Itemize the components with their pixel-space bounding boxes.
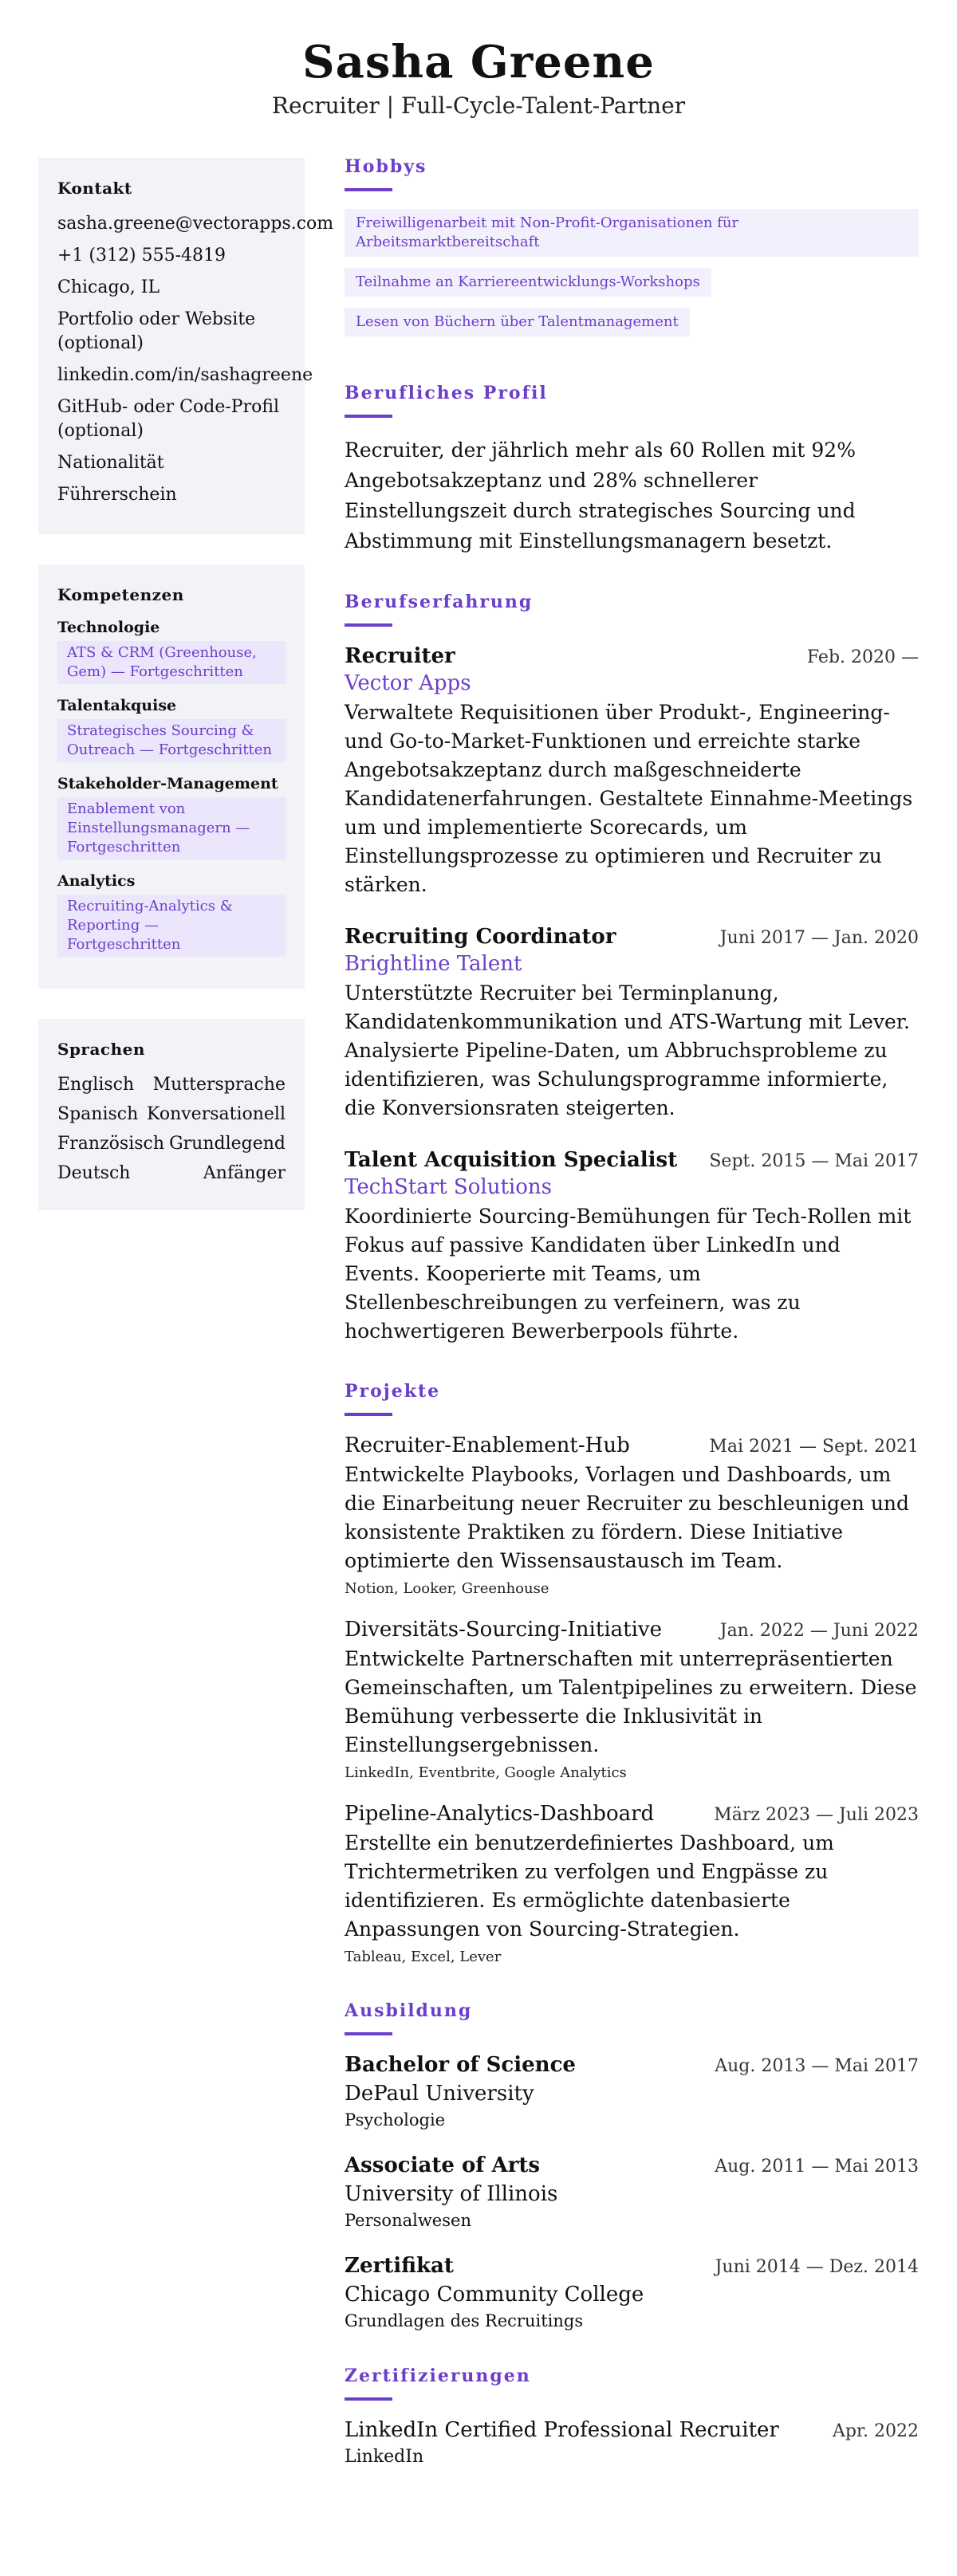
project-name: Recruiter-Enablement-Hub (345, 1434, 630, 1457)
education-degree: Associate of Arts (345, 2153, 541, 2177)
project-tools: Tableau, Excel, Lever (345, 1949, 502, 1965)
section-divider (345, 2397, 392, 2401)
language-level: Grundlegend (169, 1134, 286, 1154)
certification-name: LinkedIn Certified Professional Recruiter (345, 2418, 779, 2442)
skill-tag: ATS & CRM (Greenhouse, Gem) — Fortgeschritten (57, 641, 286, 684)
certification-date: Apr. 2022 (832, 2421, 919, 2441)
project-date: Mai 2021 — Sept. 2021 (709, 1437, 919, 1457)
education-school: University of Illinois (345, 2182, 558, 2206)
skills-card (38, 564, 305, 989)
skill-group (57, 775, 286, 859)
education-date: Juni 2014 — Dez. 2014 (715, 2257, 919, 2277)
education-degree: Zertifikat (345, 2254, 454, 2278)
projects-section (345, 1381, 919, 1965)
project-entry (345, 1434, 919, 1597)
job-description: Verwaltete Requisitionen über Produkt-, Engineering- und Go-to-Market-Funktionen und erreichte starke Angebotsakzeptanz durch maßgeschneiderte Kandidatenerfahrungen. Gestaltete Einnahme-Meetings um und implementierte Scorecards, um Einstellungsprozesse zu optimieren und Recruiter zu stärken. (345, 701, 913, 896)
language-row (57, 1132, 286, 1156)
language-row (57, 1073, 286, 1097)
hobbies-section (345, 156, 919, 348)
skill-group-title: Technologie (57, 619, 160, 636)
language-row (57, 1103, 286, 1127)
project-description: Entwickelte Partnerschaften mit unterrepräsentierten Gemeinschaften, um Talentpipelines zu erweitern. Diese Bemühung verbesserte die Inklusivität in Einstellungsergebnissen. (345, 1647, 917, 1756)
project-name: Diversitäts-Sourcing-Initiative (345, 1618, 662, 1642)
skills-title: Kompetenzen (57, 585, 184, 604)
education-school: Chicago Community College (345, 2283, 644, 2307)
skill-group-title: Analytics (57, 872, 136, 890)
project-entry (345, 1802, 919, 1965)
hobby-tag: Teilnahme an Karriereentwicklungs-Workshops (345, 268, 711, 297)
contact-title: Kontakt (57, 179, 132, 198)
candidate-subtitle: Recruiter | Full-Cycle-Talent-Partner (271, 92, 686, 119)
contact-phone[interactable]: +1 (312) 555-4819 (57, 246, 226, 265)
education-entry (345, 2053, 919, 2130)
job-company: Vector Apps (345, 671, 471, 695)
hobby-tag: Freiwilligenarbeit mit Non-Profit-Organisationen für Arbeitsmarktbereitschaft (345, 209, 919, 257)
language-row (57, 1162, 286, 1186)
education-field: Grundlagen des Recruitings (345, 2311, 584, 2330)
job-title: Recruiting Coordinator (345, 925, 616, 949)
project-description: Entwickelte Playbooks, Vorlagen und Dashboards, um die Einarbeitung neuer Recruiter zu beschleunigen und konsistente Praktiken zu fördern. Diese Initiative optimierte den Wissensaustausch im Team. (345, 1463, 910, 1572)
contact-email[interactable]: sasha.greene@vectorapps.com (57, 214, 334, 234)
skill-tag: Enablement von Einstellungsmanagern — Fortgeschritten (57, 797, 286, 859)
contact-linkedin[interactable]: linkedin.com/in/sashagreene (57, 365, 313, 385)
job-entry (345, 1148, 919, 1346)
job-description: Koordinierte Sourcing-Bemühungen für Tech-Rollen mit Fokus auf passive Kandidaten über LinkedIn und Events. Kooperierte mit Teams, um Stellenbeschreibungen zu verfeinern, was zu hochwertigeren Bewerberpools führte. (345, 1205, 912, 1343)
section-title: Projekte (345, 1381, 441, 1402)
job-company: Brightline Talent (345, 952, 522, 976)
job-title: Talent Acquisition Specialist (345, 1148, 678, 1172)
hobby-tag: Lesen von Büchern über Talentmanagement (345, 308, 690, 336)
contact-license: Führerschein (57, 485, 177, 505)
job-date: Juni 2017 — Jan. 2020 (719, 928, 919, 948)
project-date: März 2023 — Juli 2023 (714, 1805, 919, 1825)
certification-issuer: LinkedIn (345, 2447, 424, 2467)
section-title: Berufliches Profil (345, 383, 548, 403)
profile-section (345, 383, 919, 556)
project-description: Erstellte ein benutzerdefiniertes Dashboard, um Trichtermetriken zu verfolgen und Engpässe zu identifizieren. Es ermöglichte datenbasierte Anpassungen von Sourcing-Strategien. (345, 1831, 834, 1941)
section-title: Hobbys (345, 156, 427, 177)
languages-title: Sprachen (57, 1040, 145, 1059)
job-description: Unterstützte Recruiter bei Terminplanung, Kandidatenkommunikation und ATS-Wartung mit Lever. Analysierte Pipeline-Daten, um Abbruchsprobleme zu identifizieren, was Schulungsprogramme informierte, die Konversionsraten steigerten. (345, 981, 910, 1119)
job-date: Sept. 2015 — Mai 2017 (709, 1151, 919, 1171)
skill-group (57, 619, 286, 684)
language-name: Spanisch (57, 1104, 139, 1124)
skill-tag: Recruiting-Analytics & Reporting — Fortgeschritten (57, 895, 286, 957)
section-title: Zertifizierungen (345, 2366, 531, 2386)
candidate-name: Sasha Greene (302, 36, 655, 88)
section-title: Berufserfahrung (345, 592, 534, 612)
resume-header (0, 35, 957, 119)
contact-location: Chicago, IL (57, 277, 160, 297)
experience-section (345, 592, 919, 1346)
section-divider (345, 1413, 392, 1416)
sidebar (38, 158, 334, 1241)
profile-summary: Recruiter, der jährlich mehr als 60 Rollen mit 92% Angebotsakzeptanz und 28% schnellerer Einstellungszeit durch strategisches Sourcing und Abstimmung mit Einstellungsmanagern besetzt. (345, 439, 856, 553)
contact-nationality: Nationalität (57, 453, 164, 473)
education-entry (345, 2254, 919, 2330)
section-divider (345, 415, 392, 418)
skill-group-title: Talentakquise (57, 697, 177, 714)
education-field: Psychologie (345, 2110, 446, 2130)
job-entry (345, 644, 919, 899)
contact-portfolio: Portfolio oder Website (optional) (57, 309, 256, 353)
main-column (345, 156, 919, 2502)
language-level: Anfänger (203, 1163, 286, 1183)
contact-github: GitHub- oder Code-Profil (optional) (57, 397, 280, 441)
skill-tag: Strategisches Sourcing & Outreach — Fortgeschritten (57, 719, 286, 762)
job-title: Recruiter (345, 644, 455, 668)
language-name: Deutsch (57, 1163, 131, 1183)
certification-entry (345, 2418, 919, 2467)
project-date: Jan. 2022 — Juni 2022 (719, 1621, 919, 1641)
project-name: Pipeline-Analytics-Dashboard (345, 1802, 655, 1826)
section-divider (345, 2032, 392, 2035)
section-divider (345, 188, 392, 191)
language-level: Muttersprache (152, 1075, 286, 1095)
section-title: Ausbildung (345, 2000, 473, 2021)
skill-group-title: Stakeholder-Management (57, 775, 278, 792)
education-degree: Bachelor of Science (345, 2053, 576, 2077)
languages-card (38, 1019, 305, 1210)
skill-group (57, 697, 286, 762)
section-divider (345, 623, 392, 627)
language-name: Französisch (57, 1134, 165, 1154)
education-entry (345, 2153, 919, 2230)
language-level: Konversationell (146, 1104, 286, 1124)
education-field: Personalwesen (345, 2211, 471, 2230)
job-company: TechStart Solutions (345, 1175, 552, 1199)
project-tools: Notion, Looker, Greenhouse (345, 1580, 549, 1597)
education-section (345, 2000, 919, 2330)
project-entry (345, 1618, 919, 1781)
skill-group (57, 872, 286, 957)
contact-card (38, 158, 334, 534)
language-name: Englisch (57, 1075, 135, 1095)
project-tools: LinkedIn, Eventbrite, Google Analytics (345, 1764, 627, 1781)
job-entry (345, 925, 919, 1123)
certifications-section (345, 2366, 919, 2467)
education-date: Aug. 2011 — Mai 2013 (715, 2157, 919, 2177)
education-date: Aug. 2013 — Mai 2017 (715, 2056, 919, 2076)
job-date: Feb. 2020 — (806, 647, 919, 667)
education-school: DePaul University (345, 2082, 534, 2106)
